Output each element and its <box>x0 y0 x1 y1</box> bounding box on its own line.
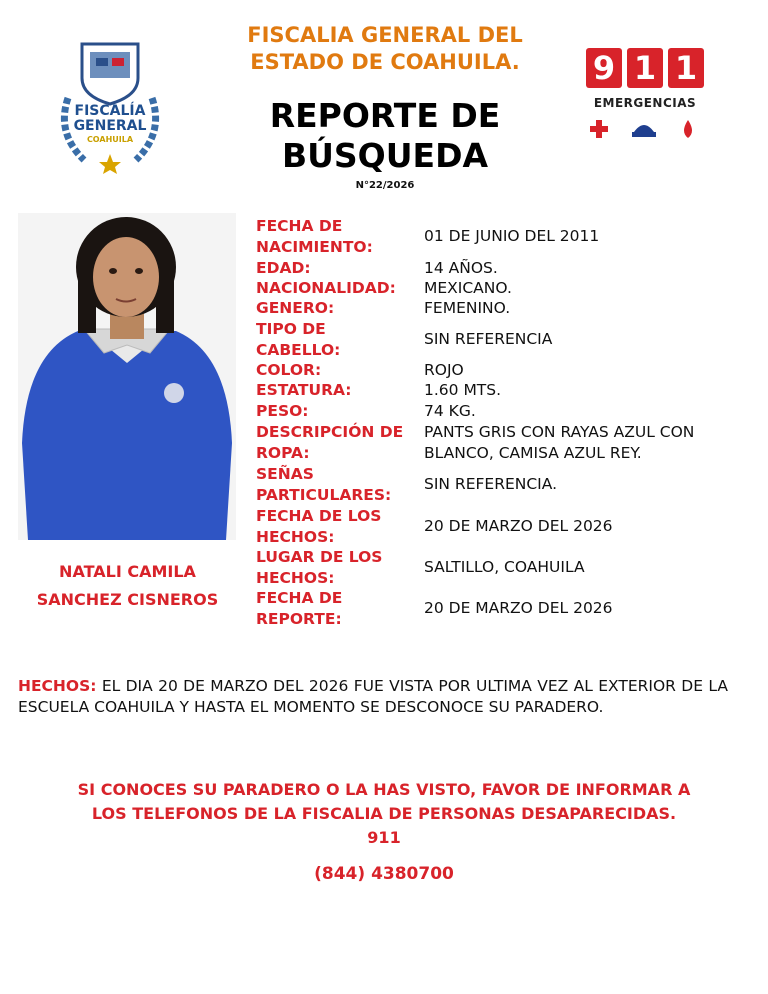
label-hair-type: TIPO DE CABELLO: <box>256 320 341 359</box>
phone-number: (844) 4380700 <box>314 864 454 884</box>
value-gender: FEMENINO. <box>424 299 511 317</box>
fiscalia-logo <box>50 38 170 174</box>
label-marks: SEÑAS PARTICULARES: <box>256 465 392 504</box>
value-weight: 74 KG. <box>424 402 476 420</box>
red-cross-icon <box>590 120 608 138</box>
label-event-date: FECHA DE LOS HECHOS: <box>256 507 382 546</box>
cta-line-3: 911 <box>367 828 401 847</box>
facts-text: EL DIA 20 DE MARZO DEL 2026 FUE VISTA POR ULTIMA VEZ AL EXTERIOR DE LA ESCUELA COAHUILA Y HASTA EL MOMENTO SE DESCONOCE SU PARADERO. <box>18 677 728 716</box>
logo-text-coahuila: COAHUILA <box>86 135 134 144</box>
police-cap-icon <box>632 125 656 137</box>
label-age: EDAD: <box>256 259 311 277</box>
emergency-icons <box>588 116 708 142</box>
person-name <box>10 558 245 614</box>
digit-1: 1 <box>627 48 663 88</box>
value-clothing: PANTS GRIS CON RAYAS AZUL CON BLANCO, CAMISA AZUL REY. <box>424 423 695 462</box>
report-title <box>215 96 555 176</box>
logo-text-fiscalia: FISCALÍA <box>74 103 146 119</box>
digit-9: 9 <box>586 48 622 88</box>
label-weight: PESO: <box>256 402 309 420</box>
label-height: ESTATURA: <box>256 381 352 399</box>
value-birth-date: 01 DE JUNIO DEL 2011 <box>424 227 600 245</box>
facts-paragraph <box>18 676 728 718</box>
label-color: COLOR: <box>256 361 322 379</box>
label-nationality: NACIONALIDAD: <box>256 279 396 297</box>
value-event-place: SALTILLO, COAHUILA <box>424 558 585 576</box>
fire-icon <box>684 120 692 138</box>
label-event-place: LUGAR DE LOS HECHOS: <box>256 548 383 587</box>
agency-line-2: ESTADO DE COAHUILA. <box>250 50 520 74</box>
missing-person-photo <box>18 213 236 540</box>
value-nationality: MEXICANO. <box>424 279 512 297</box>
agency-name <box>215 22 555 76</box>
value-height: 1.60 MTS. <box>424 381 502 399</box>
value-event-date: 20 DE MARZO DEL 2026 <box>424 517 613 535</box>
agency-line-1: FISCALIA GENERAL DEL <box>247 23 523 47</box>
label-birth-date: FECHA DE NACIMIENTO: <box>256 217 373 256</box>
value-age: 14 AÑOS. <box>424 259 498 277</box>
report-title-line-1: REPORTE DE <box>269 96 501 135</box>
digit-1-second: 1 <box>668 48 704 88</box>
label-gender: GENERO: <box>256 299 335 317</box>
emergency-911-logo <box>580 48 710 148</box>
value-color: ROJO <box>424 361 464 379</box>
value-marks: SIN REFERENCIA. <box>424 475 558 493</box>
report-title-line-2: BÚSQUEDA <box>281 136 489 175</box>
report-number: N°22/2026 <box>355 180 415 191</box>
logo-text-general: GENERAL <box>73 118 147 134</box>
value-hair-type: SIN REFERENCIA <box>424 330 553 348</box>
person-name-line-2: SANCHEZ CISNEROS <box>36 590 219 609</box>
label-report-date: FECHA DE REPORTE: <box>256 589 343 628</box>
person-name-line-1: NATALI CAMILA <box>59 562 196 581</box>
cta-line-2: LOS TELEFONOS DE LA FISCALIA DE PERSONAS DESAPARECIDAS. <box>91 804 677 823</box>
emergencias-label: EMERGENCIAS <box>593 96 697 110</box>
label-clothing: DESCRIPCIÓN DE ROPA: <box>256 423 404 462</box>
value-report-date: 20 DE MARZO DEL 2026 <box>424 599 613 617</box>
call-to-action <box>18 778 750 850</box>
cta-line-1: SI CONOCES SU PARADERO O LA HAS VISTO, FAVOR DE INFORMAR A <box>77 780 691 799</box>
facts-label: HECHOS: <box>18 677 97 695</box>
